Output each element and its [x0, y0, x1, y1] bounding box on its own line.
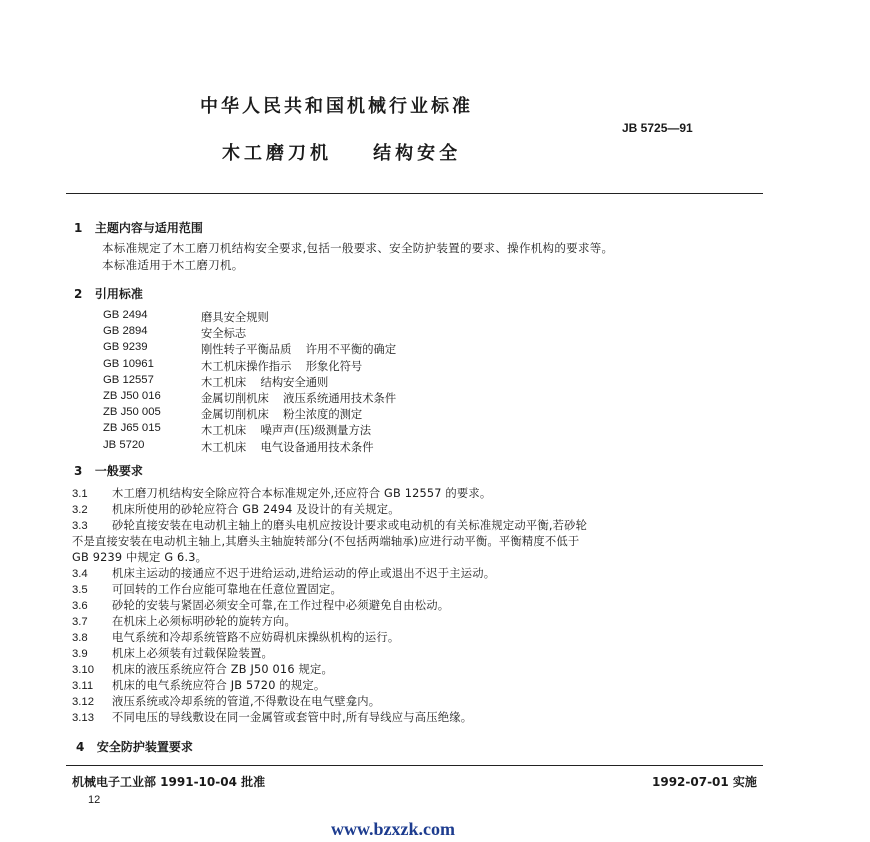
reference-item: [103, 341, 396, 357]
reference-code: ZB J50 016: [103, 389, 161, 402]
reference-code: GB 2494: [103, 309, 148, 321]
requirement-number: 3.13: [72, 712, 94, 724]
approval-note: 机械电子工业部 1991-10-04 批准: [72, 775, 266, 789]
requirement-text: 机床主运动的接通应不迟于进给运动,进给运动的停止或退出不迟于主运动。: [112, 567, 496, 580]
requirement-continuation: GB 9239 中规定 G 6.3。: [72, 551, 208, 564]
requirement-item: [72, 582, 767, 598]
reference-title: 木工机床 电气设备通用技术条件: [201, 440, 374, 454]
requirement-text: 可回转的工作台应能可靠地在任意位置固定。: [112, 583, 342, 596]
requirement-number: 3.3: [72, 520, 88, 532]
reference-code: ZB J65 015: [103, 422, 161, 435]
requirement-text: 液压系统或冷却系统的管道,不得敷设在电气壁龛内。: [112, 695, 381, 708]
requirement-item: [72, 694, 767, 710]
requirement-text: 机床的电气系统应符合 JB 5720 的规定。: [112, 679, 326, 692]
requirement-number: 3.1: [72, 488, 88, 500]
requirement-text: 在机床上必须标明砂轮的旋转方向。: [112, 615, 296, 628]
reference-code: GB 10961: [103, 357, 154, 370]
requirement-item: [72, 566, 767, 582]
reference-title: 金属切削机床 粉尘浓度的测定: [201, 408, 363, 422]
reference-code: JB 5720: [103, 438, 145, 451]
requirement-text: 砂轮直接安装在电动机主轴上的磨头电机应按设计要求或电动机的有关标准规定动平衡,若砂轮: [112, 519, 588, 532]
section-4-heading: 4 安全防护装置要求: [76, 740, 193, 754]
requirement-text: 电气系统和冷却系统管路不应妨碍机床操纵机构的运行。: [112, 631, 400, 644]
requirement-text: 木工磨刀机结构安全除应符合本标准规定外,还应符合 GB 12557 的要求。: [112, 487, 492, 500]
issuing-organization: 中华人民共和国机械行业标准: [200, 96, 473, 117]
reference-item: [103, 358, 396, 374]
requirement-number: 3.12: [72, 696, 94, 708]
requirement-item: [72, 614, 767, 630]
requirement-text: 机床的液压系统应符合 ZB J50 016 规定。: [112, 663, 333, 676]
reference-code: ZB J50 005: [103, 406, 161, 419]
reference-title: 磨具安全规则: [201, 311, 269, 324]
requirement-number: 3.11: [72, 680, 94, 692]
requirement-text: 砂轮的安装与紧固必须安全可靠,在工作过程中必须避免自由松动。: [112, 599, 450, 612]
reference-title: 安全标志: [201, 327, 247, 341]
requirement-number: 3.8: [72, 632, 88, 644]
requirements-list: [72, 486, 767, 726]
requirement-number: 3.5: [72, 584, 88, 596]
reference-list: [103, 309, 396, 455]
reference-code: GB 2894: [103, 325, 148, 338]
reference-item: [103, 439, 396, 455]
document-title: 木工磨刀机 结构安全: [222, 143, 462, 164]
section-1-paragraph-2: 本标准适用于木工磨刀机。: [102, 258, 244, 272]
requirement-item: [72, 646, 767, 662]
requirement-number: 3.4: [72, 568, 88, 580]
requirement-number: 3.10: [72, 664, 94, 676]
reference-item: [103, 406, 396, 422]
requirement-number: 3.6: [72, 600, 88, 612]
section-2-heading: 2 引用标准: [74, 287, 143, 301]
requirement-number: 3.7: [72, 616, 88, 628]
reference-item: [103, 390, 396, 406]
reference-item: [103, 422, 396, 438]
reference-title: 木工机床操作指示 形象化符号: [201, 359, 363, 373]
reference-code: GB 9239: [103, 341, 148, 354]
reference-code: GB 12557: [103, 373, 154, 386]
requirement-item: [72, 502, 767, 518]
reference-title: 金属切削机床 液压系统通用技术条件: [201, 391, 397, 405]
reference-title: 木工机床 结构安全通则: [201, 375, 329, 389]
reference-item: [103, 325, 396, 341]
reference-item: [103, 309, 396, 325]
section-1-paragraph-1: 本标准规定了木工磨刀机结构安全要求,包括一般要求、安全防护装置的要求、操作机构的要求等。: [102, 241, 614, 255]
requirement-number: 3.2: [72, 504, 88, 516]
requirement-text: 机床所使用的砂轮应符合 GB 2494 及设计的有关规定。: [112, 503, 400, 516]
requirement-continuation: 不是直接安装在电动机主轴上,其磨头主轴旋转部分(不包括两端轴承)应进行动平衡。平衡精度不低于: [72, 535, 580, 548]
requirement-item: [72, 598, 767, 614]
requirement-text: 不同电压的导线敷设在同一金属管或套管中时,所有导线应与高压绝缘。: [112, 711, 473, 724]
requirement-item: [72, 662, 767, 678]
page-number: 12: [88, 794, 101, 806]
header-divider: [66, 193, 763, 194]
implementation-date: 1992-07-01 实施: [652, 775, 757, 789]
reference-title: 刚性转子平衡品质 许用不平衡的确定: [201, 343, 397, 357]
requirement-item: [72, 678, 767, 694]
requirement-item: [72, 710, 767, 726]
requirement-text: 机床上必须装有过载保险装置。: [112, 647, 273, 660]
section-1-heading: 1 主题内容与适用范围: [74, 221, 203, 235]
requirement-number: 3.9: [72, 648, 88, 660]
section-3-heading: 3 一般要求: [74, 464, 143, 478]
reference-title: 木工机床 噪声声(压)级测量方法: [201, 424, 372, 438]
requirement-item: [72, 486, 767, 502]
requirement-item: [72, 518, 767, 534]
footer-divider: [66, 765, 763, 766]
standard-number: JB 5725—91: [622, 121, 693, 135]
requirement-item: [72, 630, 767, 646]
site-watermark: www.bzxzk.com: [331, 819, 455, 839]
reference-item: [103, 374, 396, 390]
